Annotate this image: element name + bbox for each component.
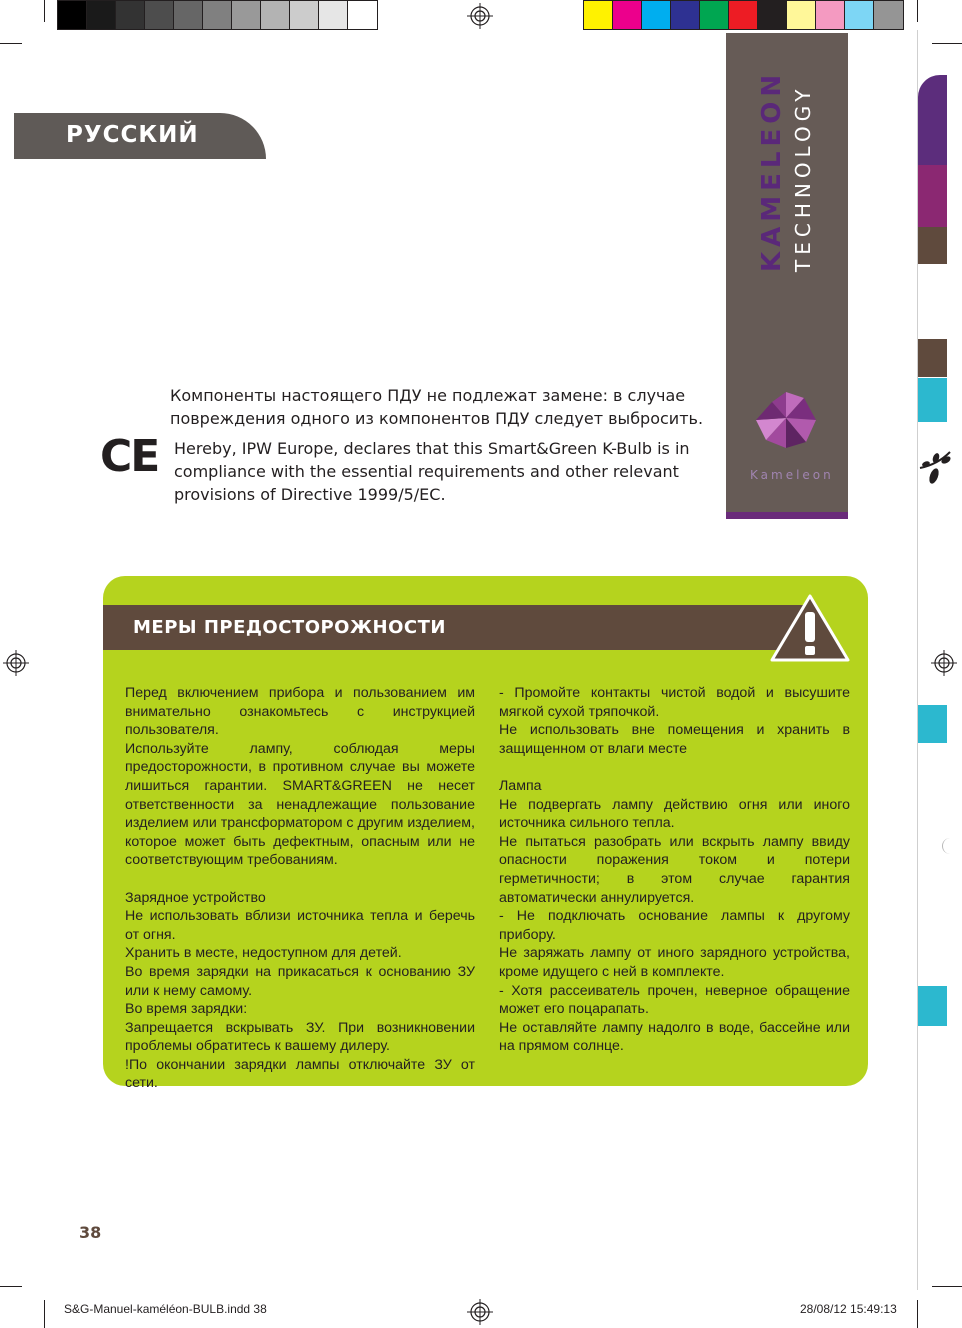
declaration-line: Hereby, IPW Europe, declares that this Smart&Green K-Bulb is in [174, 439, 690, 458]
safety-paragraph: Не пытаться разобрать или вскрыть лампу ввиду опасности поражения током и потери герметичности; в этом случае гарантия автоматически аннулируется. [499, 833, 850, 906]
color-bar-process [583, 0, 904, 30]
color-bar-grayscale [57, 0, 378, 30]
safety-title: МЕРЫ ПРЕДОСТОРОЖНОСТИ [133, 617, 446, 638]
brand-tagline: TECHNOLOGY [791, 84, 815, 272]
safety-paragraph: Не заряжать лампу от иного зарядного устройства, кроме идущего с ней в комплекте. [499, 945, 850, 980]
safety-left-column [125, 684, 475, 1093]
safety-paragraph: Не оставляйте лампу надолго в воде, бассейне или на прямом солнце. [499, 1019, 850, 1055]
color-swatch [613, 1, 642, 29]
crop-mark [917, 1300, 918, 1328]
color-swatch [116, 1, 145, 29]
thumb-tab-magenta [918, 165, 947, 227]
color-swatch [261, 1, 290, 29]
safety-paragraph: !По окончании зарядки лампы отключайте ЗУ от сети. [125, 1056, 475, 1092]
thumb-tab-cyan [918, 378, 947, 422]
registration-mark-icon [467, 3, 493, 29]
crop-mark [932, 1286, 962, 1287]
ce-mark: CE [100, 431, 159, 482]
registration-mark-icon [931, 650, 957, 676]
thumb-tab-purple [918, 75, 947, 165]
color-swatch [348, 1, 377, 29]
page-number: 38 [79, 1223, 102, 1242]
kameleon-logo-icon [752, 390, 820, 450]
color-swatch [87, 1, 116, 29]
safety-paragraph: Во время зарядки: [125, 1001, 248, 1018]
crop-mark [44, 0, 45, 22]
safety-paragraph [499, 758, 850, 777]
color-swatch [203, 1, 232, 29]
color-swatch [845, 1, 874, 29]
safety-paragraph: Лампа [499, 777, 542, 794]
color-swatch [874, 1, 903, 29]
crop-mark [917, 0, 918, 22]
color-swatch [174, 1, 203, 29]
language-label: РУССКИЙ [66, 122, 199, 148]
color-swatch [787, 1, 816, 29]
crop-mark [932, 43, 962, 44]
thumb-tab-brown [918, 227, 947, 264]
safety-paragraph [125, 870, 475, 889]
crop-mark [0, 1286, 22, 1287]
color-swatch [758, 1, 787, 29]
safety-paragraph: - Не подключать основание лампы к другому прибору. [499, 908, 850, 943]
declaration-line: provisions of Directive 1999/5/EC. [174, 485, 446, 504]
color-swatch [319, 1, 348, 29]
color-swatch [290, 1, 319, 29]
safety-paragraph: - Хотя рассеиватель прочен, неверное обращение может его поцарапать. [499, 982, 850, 1018]
color-swatch [700, 1, 729, 29]
safety-paragraph: Не подвергать лампу действию огня или иного источника сильного тепла. [499, 796, 850, 832]
color-swatch [816, 1, 845, 29]
safety-paragraph: Перед включением прибора и пользованием им внимательно ознакомьтесь с инструкцией пользователя. [125, 685, 475, 739]
brand-logo-text: Kameleon [750, 468, 834, 482]
warning-triangle-icon [768, 592, 852, 664]
thumb-tab-cyan [918, 986, 947, 1026]
declaration [174, 437, 714, 506]
color-swatch [145, 1, 174, 29]
safety-paragraph: Во время зарядки на прикасаться к основанию ЗУ или к нему самому. [125, 963, 475, 999]
safety-right-column [499, 684, 850, 1056]
page-curl-mark [942, 838, 953, 854]
registration-mark-icon [3, 650, 29, 676]
color-swatch [729, 1, 758, 29]
remote-note [170, 384, 730, 430]
safety-paragraph: Используйте лампу, соблюдая меры предосторожности, в противном случае вы можете лишиться гарантии. SMART&GREEN не несет ответственности за ненадлежащие пользование изделием или трансформатором с другим изделием, которое может быть дефектным, опасным или не соответствующим требованиям. [125, 740, 475, 869]
color-swatch [671, 1, 700, 29]
leaf-branch-icon [918, 448, 954, 492]
thumb-tab-cyan [918, 705, 947, 743]
remote-note-line: повреждения одного из компонентов ПДУ следует выбросить. [170, 409, 704, 428]
color-swatch [642, 1, 671, 29]
safety-paragraph: Зарядное устройство [125, 889, 266, 906]
crop-mark [44, 1300, 45, 1328]
thumb-tab-brown [918, 339, 947, 377]
crop-mark [0, 43, 22, 44]
color-swatch [58, 1, 87, 29]
declaration-line: compliance with the essential requirements and other relevant [174, 462, 679, 481]
brand-panel-stripe [726, 512, 848, 519]
safety-paragraph: Не использовать вне помещения и хранить в защищенном от влаги месте [499, 722, 850, 757]
color-swatch [232, 1, 261, 29]
safety-paragraph: Не использовать вблизи источника тепла и беречь от огня. [125, 908, 475, 943]
safety-paragraph: Хранить в месте, недоступном для детей. [125, 945, 402, 962]
safety-header [103, 605, 803, 650]
color-swatch [584, 1, 613, 29]
brand-name: KAMELEON [757, 69, 787, 272]
safety-paragraph: Запрещается вскрывать ЗУ. При возникновении проблемы обратитесь к вашему дилеру. [125, 1019, 475, 1055]
slug-file: S&G-Manuel-kaméléon-BULB.indd 38 [64, 1302, 267, 1316]
remote-note-line: Компоненты настоящего ПДУ не подлежат замене: в случае [170, 386, 686, 405]
language-tab [14, 113, 266, 159]
registration-mark-icon [467, 1299, 493, 1325]
safety-paragraph: - Промойте контакты чистой водой и высушите мягкой сухой тряпочкой. [499, 685, 850, 720]
slug-date: 28/08/12 15:49:13 [800, 1302, 897, 1316]
